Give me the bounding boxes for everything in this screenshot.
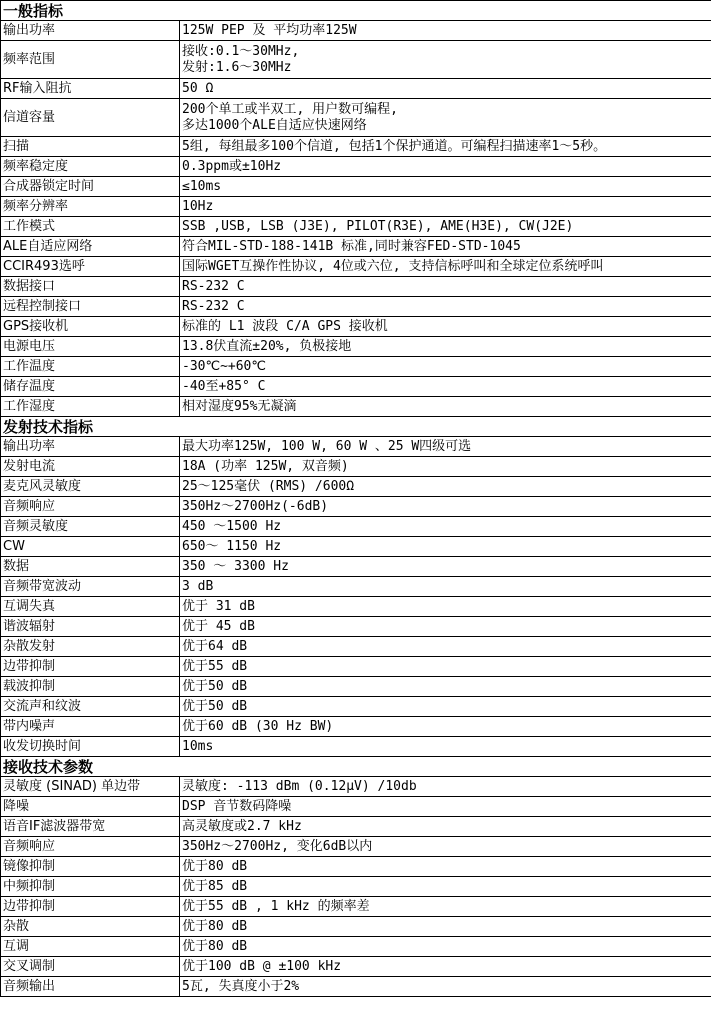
- spec-value-line: 标准的 L1 波段 C/A GPS 接收机: [182, 318, 388, 334]
- spec-label: 频率范围: [1, 41, 180, 79]
- spec-value: [180, 41, 711, 79]
- spec-value-line: -40至+85° C: [182, 378, 266, 394]
- spec-value-line: 350Hz～2700Hz(-6dB): [182, 498, 329, 514]
- spec-label: 镜像抑制: [1, 857, 180, 877]
- spec-row: [1, 817, 711, 837]
- spec-label: CW: [1, 537, 180, 557]
- spec-row: [1, 937, 711, 957]
- spec-value-line: 3 dB: [182, 578, 214, 594]
- spec-value-line: ≤10ms: [182, 178, 222, 194]
- spec-row: [1, 177, 711, 197]
- spec-value-line: 25～125毫伏 (RMS) /600Ω: [182, 478, 355, 494]
- spec-value-line: 优于80 dB: [182, 918, 248, 934]
- spec-value: [180, 637, 711, 657]
- spec-value: [180, 917, 711, 937]
- spec-label: 边带抑制: [1, 657, 180, 677]
- spec-label: 发射电流: [1, 457, 180, 477]
- spec-value-line: 50 Ω: [182, 80, 214, 96]
- spec-value-line: 国际WGET互操作性协议, 4位或六位, 支持信标呼叫和全球定位系统呼叫: [182, 258, 604, 274]
- spec-row: [1, 157, 711, 177]
- spec-value: [180, 277, 711, 297]
- spec-value: [180, 137, 711, 157]
- spec-label: 语音IF滤波器带宽: [1, 817, 180, 837]
- spec-label: 数据: [1, 557, 180, 577]
- spec-label: 灵敏度 (SINAD) 单边带: [1, 777, 180, 797]
- spec-value-line: 优于64 dB: [182, 638, 248, 654]
- spec-value-line: 13.8伏直流±20%, 负极接地: [182, 338, 352, 354]
- spec-value-line: 优于50 dB: [182, 678, 248, 694]
- spec-row: [1, 237, 711, 257]
- spec-row: [1, 277, 711, 297]
- spec-value: [180, 257, 711, 277]
- spec-value: [180, 537, 711, 557]
- spec-value-line: 发射:1.6～30MHz: [182, 59, 292, 75]
- spec-value-line: 优于 45 dB: [182, 618, 255, 634]
- spec-value-line: 灵敏度: -113 dBm (0.12μV) /10db: [182, 778, 417, 794]
- spec-row: [1, 897, 711, 917]
- spec-row: [1, 377, 711, 397]
- spec-value: [180, 797, 711, 817]
- spec-label: 频率稳定度: [1, 157, 180, 177]
- spec-label: 收发切换时间: [1, 737, 180, 757]
- spec-value: [180, 357, 711, 377]
- section-header-row: [1, 1, 711, 21]
- spec-value-line: 高灵敏度或2.7 kHz: [182, 818, 302, 834]
- spec-value-line: 18A (功率 125W, 双音频): [182, 458, 349, 474]
- spec-row: [1, 777, 711, 797]
- spec-label: 输出功率: [1, 437, 180, 457]
- spec-row: [1, 737, 711, 757]
- spec-value: [180, 677, 711, 697]
- spec-label: 音频响应: [1, 837, 180, 857]
- spec-value: [180, 897, 711, 917]
- spec-value-line: 125W PEP 及 平均功率125W: [182, 22, 357, 38]
- spec-label: 音频输出: [1, 977, 180, 997]
- spec-label: 远程控制接口: [1, 297, 180, 317]
- spec-label: 杂散发射: [1, 637, 180, 657]
- spec-label: 载波抑制: [1, 677, 180, 697]
- spec-value: [180, 837, 711, 857]
- section-title: 接收技术参数: [1, 757, 711, 777]
- spec-value-line: -30℃~+60℃: [182, 358, 266, 374]
- spec-value: [180, 197, 711, 217]
- spec-row: [1, 797, 711, 817]
- spec-value: [180, 877, 711, 897]
- spec-value-line: 优于100 dB @ ±100 kHz: [182, 958, 342, 974]
- spec-row: [1, 197, 711, 217]
- spec-value-line: DSP 音节数码降噪: [182, 798, 292, 814]
- spec-label: CCIR493选呼: [1, 257, 180, 277]
- spec-value: [180, 817, 711, 837]
- spec-value-line: 相对湿度95%无凝滴: [182, 398, 297, 414]
- spec-value-line: 优于55 dB: [182, 658, 248, 674]
- spec-row: [1, 79, 711, 99]
- spec-value-line: RS-232 C: [182, 298, 245, 314]
- spec-value: [180, 397, 711, 417]
- spec-label: 谐波辐射: [1, 617, 180, 637]
- section-title: 发射技术指标: [1, 417, 711, 437]
- spec-value: [180, 497, 711, 517]
- spec-row: [1, 99, 711, 137]
- spec-label: 音频响应: [1, 497, 180, 517]
- spec-label: 储存温度: [1, 377, 180, 397]
- spec-value: [180, 237, 711, 257]
- spec-label: 工作湿度: [1, 397, 180, 417]
- spec-value-line: 5组, 每组最多100个信道, 包括1个保护通道。可编程扫描速率1～5秒。: [182, 138, 607, 154]
- spec-row: [1, 497, 711, 517]
- spec-value-line: 200个单工或半双工, 用户数可编程,: [182, 101, 398, 117]
- spec-value: [180, 377, 711, 397]
- spec-row: [1, 597, 711, 617]
- spec-row: [1, 977, 711, 997]
- spec-value: [180, 437, 711, 457]
- spec-value-line: 450 ～1500 Hz: [182, 518, 282, 534]
- spec-value: [180, 697, 711, 717]
- spec-row: [1, 677, 711, 697]
- spec-row: [1, 257, 711, 277]
- spec-value-line: 优于55 dB , 1 kHz 的频率差: [182, 898, 370, 914]
- spec-value: [180, 177, 711, 197]
- spec-value-line: 接收:0.1～30MHz,: [182, 43, 300, 59]
- spec-row: [1, 657, 711, 677]
- spec-row: [1, 857, 711, 877]
- spec-row: [1, 577, 711, 597]
- spec-value-line: 最大功率125W, 100 W, 60 W 、25 W四级可选: [182, 438, 472, 454]
- spec-label: 边带抑制: [1, 897, 180, 917]
- spec-row: [1, 917, 711, 937]
- spec-label: 杂散: [1, 917, 180, 937]
- spec-row: [1, 317, 711, 337]
- spec-value-line: 5瓦, 失真度小于2%: [182, 978, 300, 994]
- spec-row: [1, 717, 711, 737]
- spec-value-line: SSB ,USB, LSB (J3E), PILOT(R3E), AME(H3E), CW(J2E): [182, 218, 574, 234]
- spec-label: 信道容量: [1, 99, 180, 137]
- spec-value-line: 350Hz～2700Hz, 变化6dB以内: [182, 838, 373, 854]
- spec-value: [180, 857, 711, 877]
- spec-label: 麦克风灵敏度: [1, 477, 180, 497]
- spec-value: [180, 517, 711, 537]
- spec-value: [180, 337, 711, 357]
- spec-value: [180, 937, 711, 957]
- spec-label: ALE自适应网络: [1, 237, 180, 257]
- spec-value: [180, 617, 711, 637]
- spec-value: [180, 457, 711, 477]
- spec-label: 工作温度: [1, 357, 180, 377]
- spec-row: [1, 357, 711, 377]
- spec-row: [1, 41, 711, 79]
- spec-row: [1, 397, 711, 417]
- spec-value: [180, 99, 711, 137]
- spec-value-line: 优于85 dB: [182, 878, 248, 894]
- spec-label: 合成器锁定时间: [1, 177, 180, 197]
- section-header-row: [1, 757, 711, 777]
- spec-row: [1, 837, 711, 857]
- spec-value-line: 10Hz: [182, 198, 214, 214]
- spec-row: [1, 637, 711, 657]
- spec-label: 音频带宽波动: [1, 577, 180, 597]
- spec-value-line: 优于80 dB: [182, 938, 248, 954]
- spec-row: [1, 137, 711, 157]
- spec-row: [1, 537, 711, 557]
- spec-value: [180, 777, 711, 797]
- spec-value: [180, 297, 711, 317]
- spec-value: [180, 317, 711, 337]
- spec-label: 带内噪声: [1, 717, 180, 737]
- spec-label: 降噪: [1, 797, 180, 817]
- spec-value: [180, 157, 711, 177]
- spec-row: [1, 21, 711, 41]
- spec-label: RF输入阻抗: [1, 79, 180, 99]
- spec-label: 音频灵敏度: [1, 517, 180, 537]
- spec-label: 工作模式: [1, 217, 180, 237]
- spec-value-line: 优于50 dB: [182, 698, 248, 714]
- spec-label: 交流声和纹波: [1, 697, 180, 717]
- spec-value: [180, 657, 711, 677]
- spec-label: 交叉调制: [1, 957, 180, 977]
- spec-value-line: 优于80 dB: [182, 858, 248, 874]
- spec-row: [1, 337, 711, 357]
- spec-value-line: RS-232 C: [182, 278, 245, 294]
- spec-value-line: 0.3ppm或±10Hz: [182, 158, 282, 174]
- spec-value: [180, 217, 711, 237]
- spec-row: [1, 877, 711, 897]
- spec-value: [180, 557, 711, 577]
- spec-value-line: 650～ 1150 Hz: [182, 538, 282, 554]
- spec-label: 输出功率: [1, 21, 180, 41]
- spec-value-line: 多达1000个ALE自适应快速网络: [182, 117, 367, 133]
- spec-label: 中频抑制: [1, 877, 180, 897]
- spec-row: [1, 617, 711, 637]
- spec-label: 频率分辨率: [1, 197, 180, 217]
- spec-row: [1, 517, 711, 537]
- spec-row: [1, 477, 711, 497]
- spec-value: [180, 79, 711, 99]
- spec-value-line: 优于60 dB (30 Hz BW): [182, 718, 334, 734]
- spec-row: [1, 457, 711, 477]
- spec-row: [1, 957, 711, 977]
- spec-label: 数据接口: [1, 277, 180, 297]
- spec-label: GPS接收机: [1, 317, 180, 337]
- spec-row: [1, 437, 711, 457]
- spec-value: [180, 717, 711, 737]
- spec-value: [180, 957, 711, 977]
- spec-label: 扫描: [1, 137, 180, 157]
- spec-label: 互调失真: [1, 597, 180, 617]
- spec-value: [180, 477, 711, 497]
- spec-label: 电源电压: [1, 337, 180, 357]
- spec-value-line: 优于 31 dB: [182, 598, 255, 614]
- spec-row: [1, 557, 711, 577]
- spec-value: [180, 737, 711, 757]
- spec-value: [180, 597, 711, 617]
- spec-value: [180, 21, 711, 41]
- spec-row: [1, 297, 711, 317]
- spec-value: [180, 577, 711, 597]
- spec-row: [1, 697, 711, 717]
- spec-value-line: 10ms: [182, 738, 214, 754]
- spec-table-body: [1, 1, 711, 997]
- spec-row: [1, 217, 711, 237]
- spec-value-line: 符合MIL-STD-188-141B 标准,同时兼容FED-STD-1045: [182, 238, 521, 254]
- spec-value: [180, 977, 711, 997]
- spec-value-line: 350 ～ 3300 Hz: [182, 558, 289, 574]
- spec-label: 互调: [1, 937, 180, 957]
- section-title: 一般指标: [1, 1, 711, 21]
- section-header-row: [1, 417, 711, 437]
